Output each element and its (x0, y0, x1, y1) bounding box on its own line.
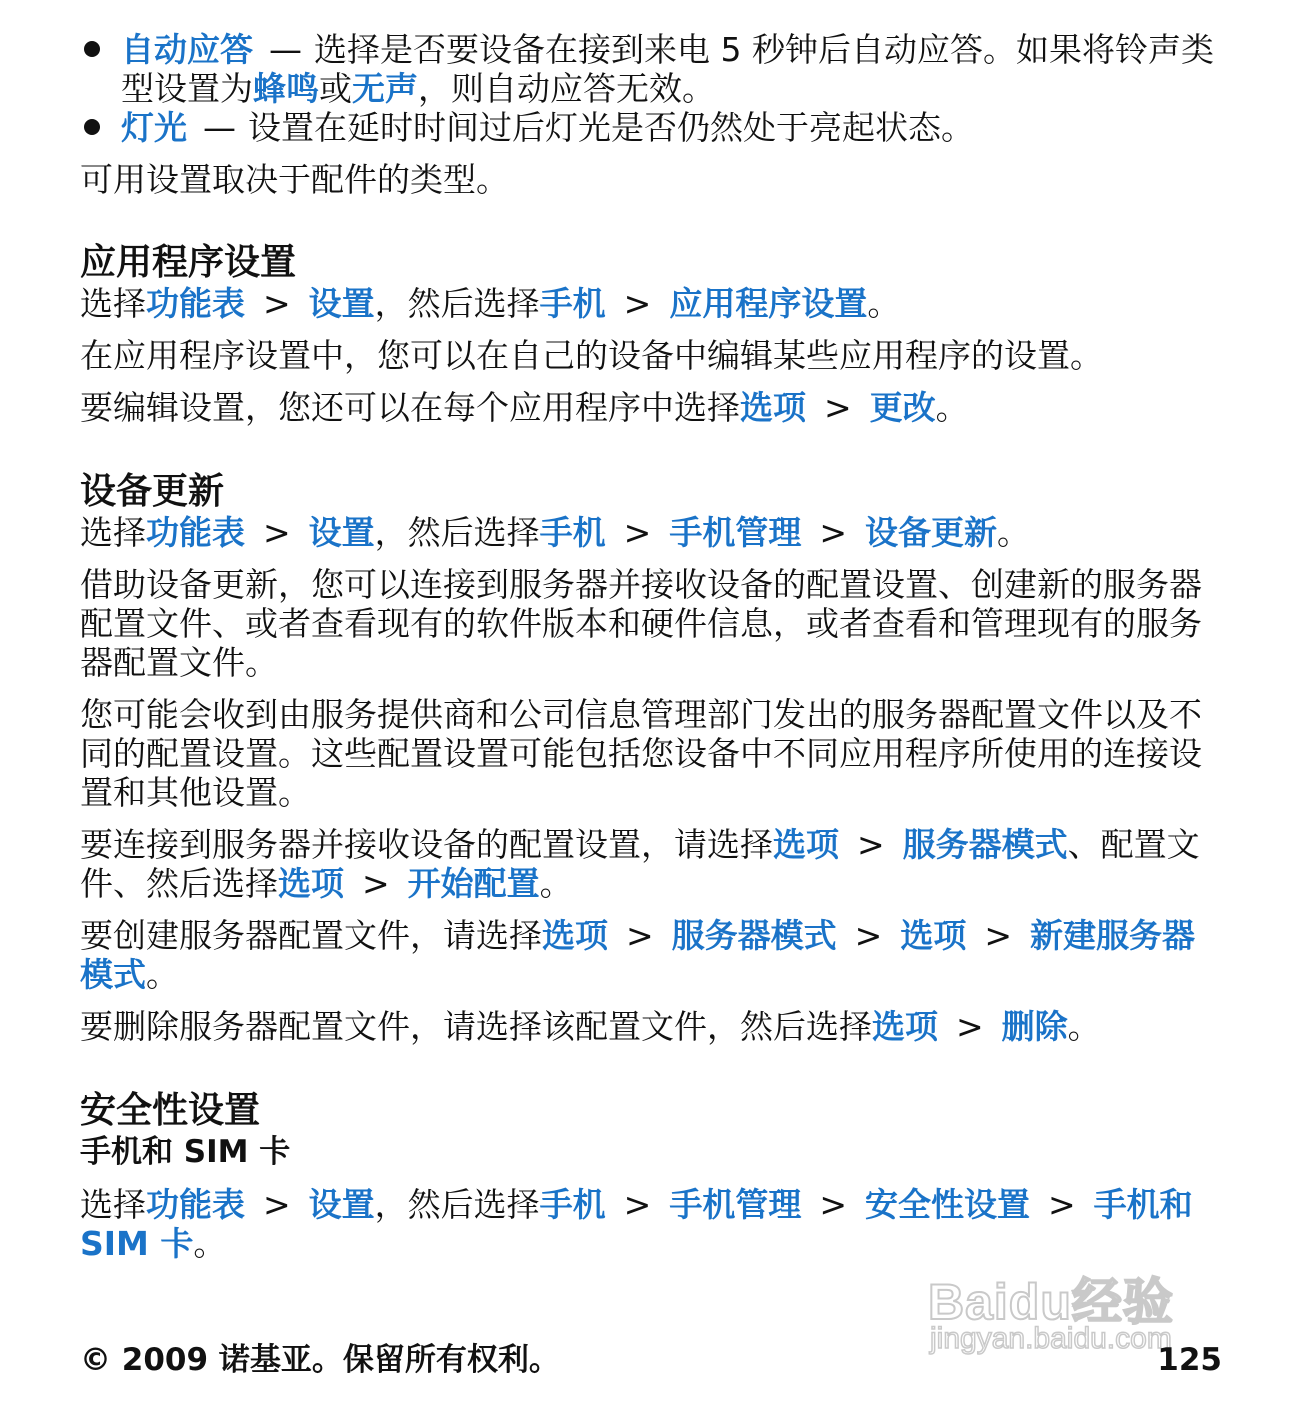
path-separator: > (362, 864, 390, 903)
path-phone-and-sim: 手机和 SIM 卡 (80, 1185, 1193, 1263)
path-mid: ，然后选择 (374, 1185, 540, 1224)
link-start-config: 开始配置 (407, 864, 540, 903)
path-settings: 设置 (308, 284, 375, 323)
page-footer (80, 1340, 1226, 1380)
term-auto-answer: 自动应答 (121, 30, 253, 69)
bullet-lights (80, 108, 1226, 147)
path-separator: > (956, 1007, 984, 1046)
path-menu: 功能表 (146, 513, 245, 552)
bullet-dot (84, 41, 100, 57)
paragraph-text: 要连接到服务器并接收设备的配置设置，请选择 (80, 825, 773, 864)
path-security-settings: 安全性设置 (864, 1185, 1030, 1224)
app-settings-paragraph: 在应用程序设置中，您可以在自己的设备中编辑某些应用程序的设置。 (80, 336, 1103, 375)
copyright-text: © 2009 诺基亚。保留所有权利。 (80, 1342, 560, 1378)
bullet-text: 设置在延时时间过后灯光是否仍然处于亮起状态。 (248, 108, 974, 147)
link-new-server-profile: 新建服务器模式 (80, 916, 1195, 994)
paragraph-text: 要删除服务器配置文件，请选择该配置文件，然后选择 (80, 1007, 872, 1046)
path-separator: > (819, 1185, 847, 1224)
path-settings: 设置 (308, 513, 375, 552)
link-options: 选项 (740, 388, 806, 427)
path-phone: 手机 (539, 1185, 606, 1224)
device-update-path (80, 513, 1226, 552)
link-options: 选项 (872, 1007, 938, 1046)
paragraph-text: 、配置文件、然后选择 (80, 825, 1200, 903)
path-separator: > (623, 284, 652, 323)
path-separator: > (263, 1185, 291, 1224)
heading-device-update: 设备更新 (80, 471, 225, 512)
bullet-text: 选择是否要设备在接到来电 5 秒钟后自动应答。如果将铃声类型设置为 (121, 30, 1214, 108)
path-separator: > (857, 825, 885, 864)
link-options: 选项 (542, 916, 608, 955)
bullet-dot (84, 119, 100, 135)
heading-app-settings: 应用程序设置 (80, 242, 297, 283)
path-settings: 设置 (308, 1185, 375, 1224)
link-delete: 删除 (1001, 1007, 1068, 1046)
em-dash: — (269, 30, 302, 69)
link-silent: 无声 (352, 69, 418, 108)
path-mid: ，然后选择 (374, 513, 540, 552)
watermark-logo: Baidu经验 (928, 1274, 1174, 1330)
path-end: 。 (193, 1224, 227, 1263)
paragraph-end: 。 (539, 864, 573, 903)
page-number: 125 (1157, 1342, 1222, 1378)
paragraph-end: 。 (1067, 1007, 1101, 1046)
device-update-paragraph-3 (80, 825, 1226, 903)
path-prefix: 选择 (80, 1185, 146, 1224)
path-phone-management: 手机管理 (669, 1185, 802, 1224)
path-separator: > (819, 513, 847, 552)
path-prefix: 选择 (80, 284, 146, 323)
device-update-paragraph-1: 借助设备更新，您可以连接到服务器并接收设备的配置设置、创建新的服务器配置文件、或者查看现有的软件版本和硬件信息，或者查看和管理现有的服务器配置文件。 (80, 565, 1202, 682)
bullet-text: ，则自动应答无效。 (418, 69, 715, 108)
bullet-auto-answer (80, 30, 1226, 108)
path-app-settings: 应用程序设置 (669, 284, 868, 323)
path-separator: > (263, 513, 291, 552)
device-update-paragraph-2: 您可能会收到由服务提供商和公司信息管理部门发出的服务器配置文件以及不同的配置设置。这些配置设置可能包括您设备中不同应用程序所使用的连接设置和其他设置。 (80, 695, 1202, 812)
watermark-url: jingyan.baidu.com (930, 1322, 1172, 1355)
path-separator: > (626, 916, 654, 955)
path-end: 。 (867, 284, 901, 323)
security-path (80, 1185, 1226, 1263)
link-server-profiles: 服务器模式 (902, 825, 1068, 864)
link-options: 选项 (278, 864, 344, 903)
link-beep: 蜂鸣 (253, 69, 319, 108)
availability-paragraph: 可用设置取决于配件的类型。 (80, 160, 509, 199)
paragraph-end: 。 (146, 955, 179, 994)
link-server-profiles: 服务器模式 (671, 916, 837, 955)
term-lights: 灯光 (121, 108, 187, 147)
path-separator: > (1047, 1185, 1076, 1224)
path-mid: ，然后选择 (374, 284, 540, 323)
paragraph-end: 。 (935, 388, 969, 427)
heading-security-settings: 安全性设置 (80, 1090, 261, 1131)
link-change: 更改 (869, 388, 936, 427)
link-options: 选项 (900, 916, 967, 955)
bullet-text: 或 (319, 69, 352, 108)
path-separator: > (623, 513, 652, 552)
path-separator: > (824, 388, 852, 427)
path-separator: > (623, 1185, 652, 1224)
path-end: 。 (996, 513, 1030, 552)
paragraph-text: 要创建服务器配置文件，请选择 (80, 916, 542, 955)
path-prefix: 选择 (80, 513, 146, 552)
path-menu: 功能表 (146, 1185, 245, 1224)
manual-page (80, 30, 1226, 1263)
path-separator: > (263, 284, 291, 323)
path-separator: > (984, 916, 1012, 955)
app-settings-path (80, 284, 1226, 323)
device-update-paragraph-5 (80, 1007, 1226, 1046)
path-separator: > (854, 916, 883, 955)
app-settings-edit-paragraph (80, 388, 1226, 427)
em-dash: — (203, 108, 236, 147)
link-options: 选项 (773, 825, 839, 864)
paragraph-text: 要编辑设置，您还可以在每个应用程序中选择 (80, 388, 740, 427)
path-menu: 功能表 (146, 284, 245, 323)
path-phone-management: 手机管理 (669, 513, 802, 552)
path-device-update: 设备更新 (864, 513, 997, 552)
subheading-phone-sim: 手机和 SIM 卡 (80, 1134, 291, 1170)
path-phone: 手机 (539, 284, 606, 323)
path-phone: 手机 (539, 513, 606, 552)
device-update-paragraph-4 (80, 916, 1226, 994)
